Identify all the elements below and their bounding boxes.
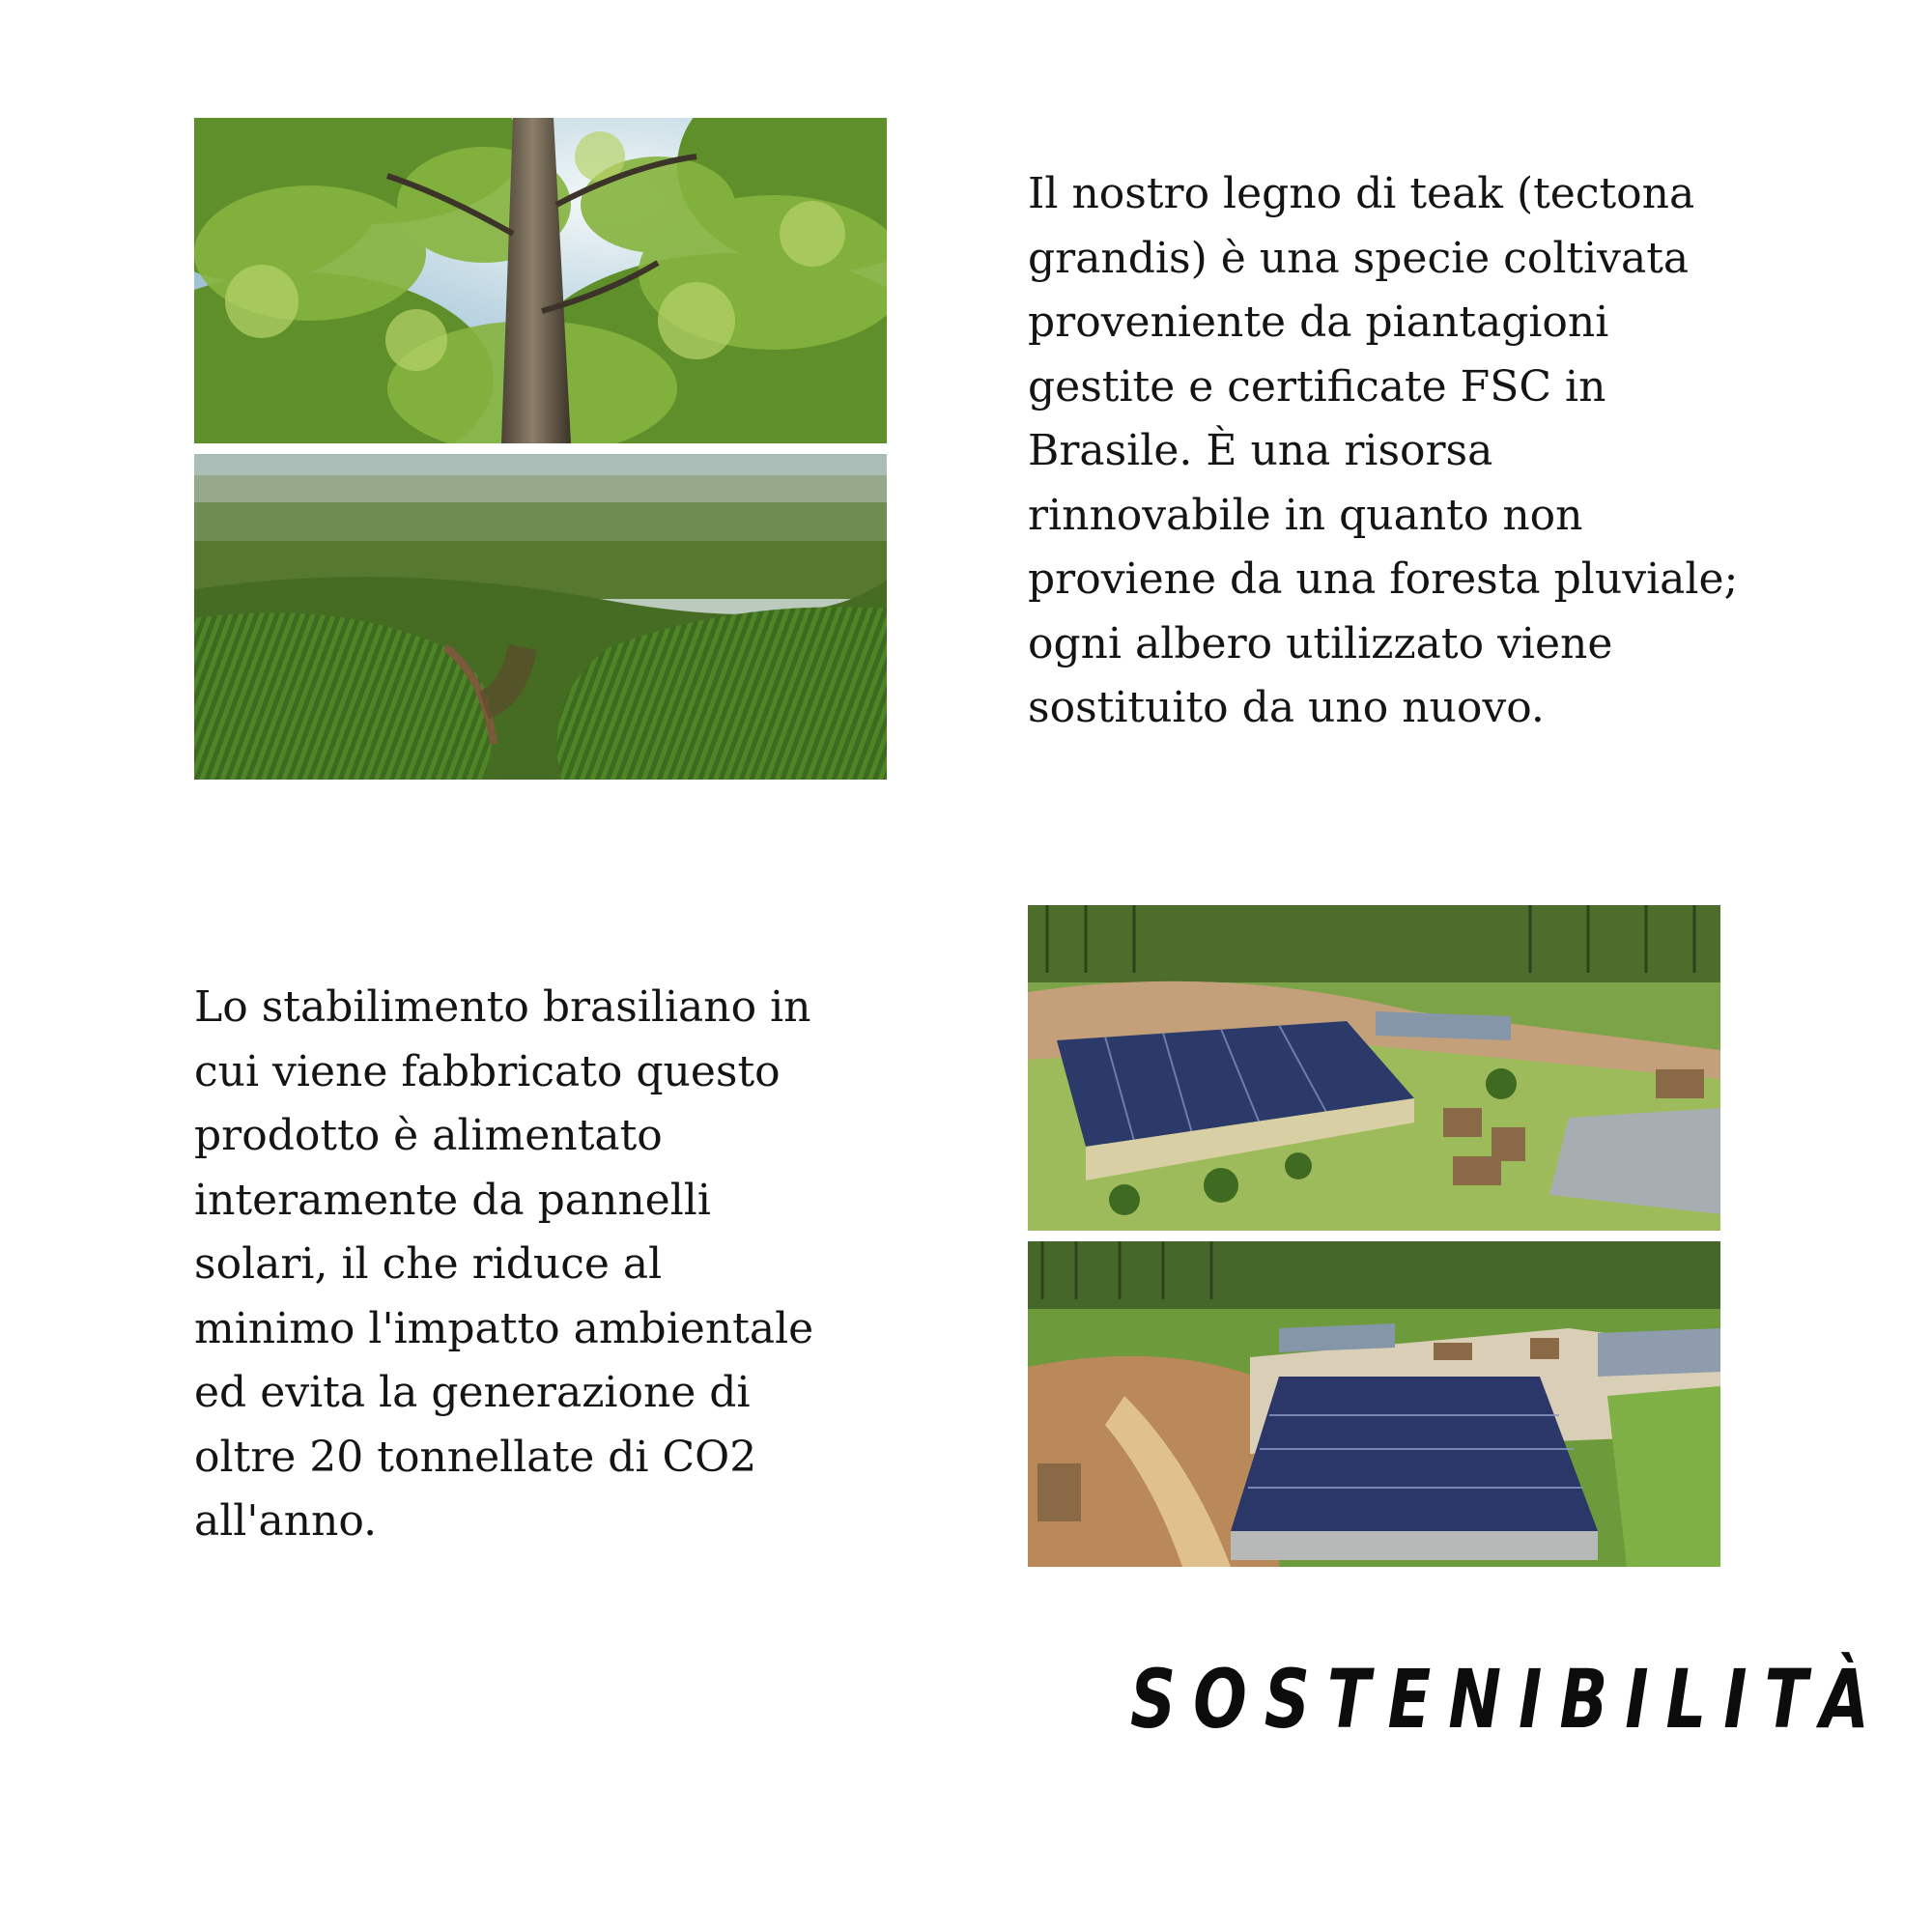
teak-description: Il nostro legno di teak (tectona grandis) è una specie coltivata proveniente da piantagioni gestite e certificate FSC in Brasile. È una risorsa rinnovabile in quanto non proviene da una foresta pluviale; ogni albero utilizzato viene sostituito da uno nuovo. xyxy=(1028,169,1739,732)
solar-factory-photo-bottom xyxy=(1028,1241,1720,1567)
page-title: SOSTENIBILITÀ xyxy=(1130,1652,1887,1747)
teak-canopy-photo xyxy=(194,118,887,443)
solar-factory-photo-top xyxy=(1028,905,1720,1231)
plantation-landscape-photo xyxy=(194,454,887,780)
factory-description: Lo stabilimento brasiliano in cui viene fabbricato questo prodotto è alimentato interamente da pannelli solari, il che riduce al minimo l'impatto ambientale ed evita la generazione di oltre 20 tonnellate di CO2 all'anno. xyxy=(194,982,814,1546)
